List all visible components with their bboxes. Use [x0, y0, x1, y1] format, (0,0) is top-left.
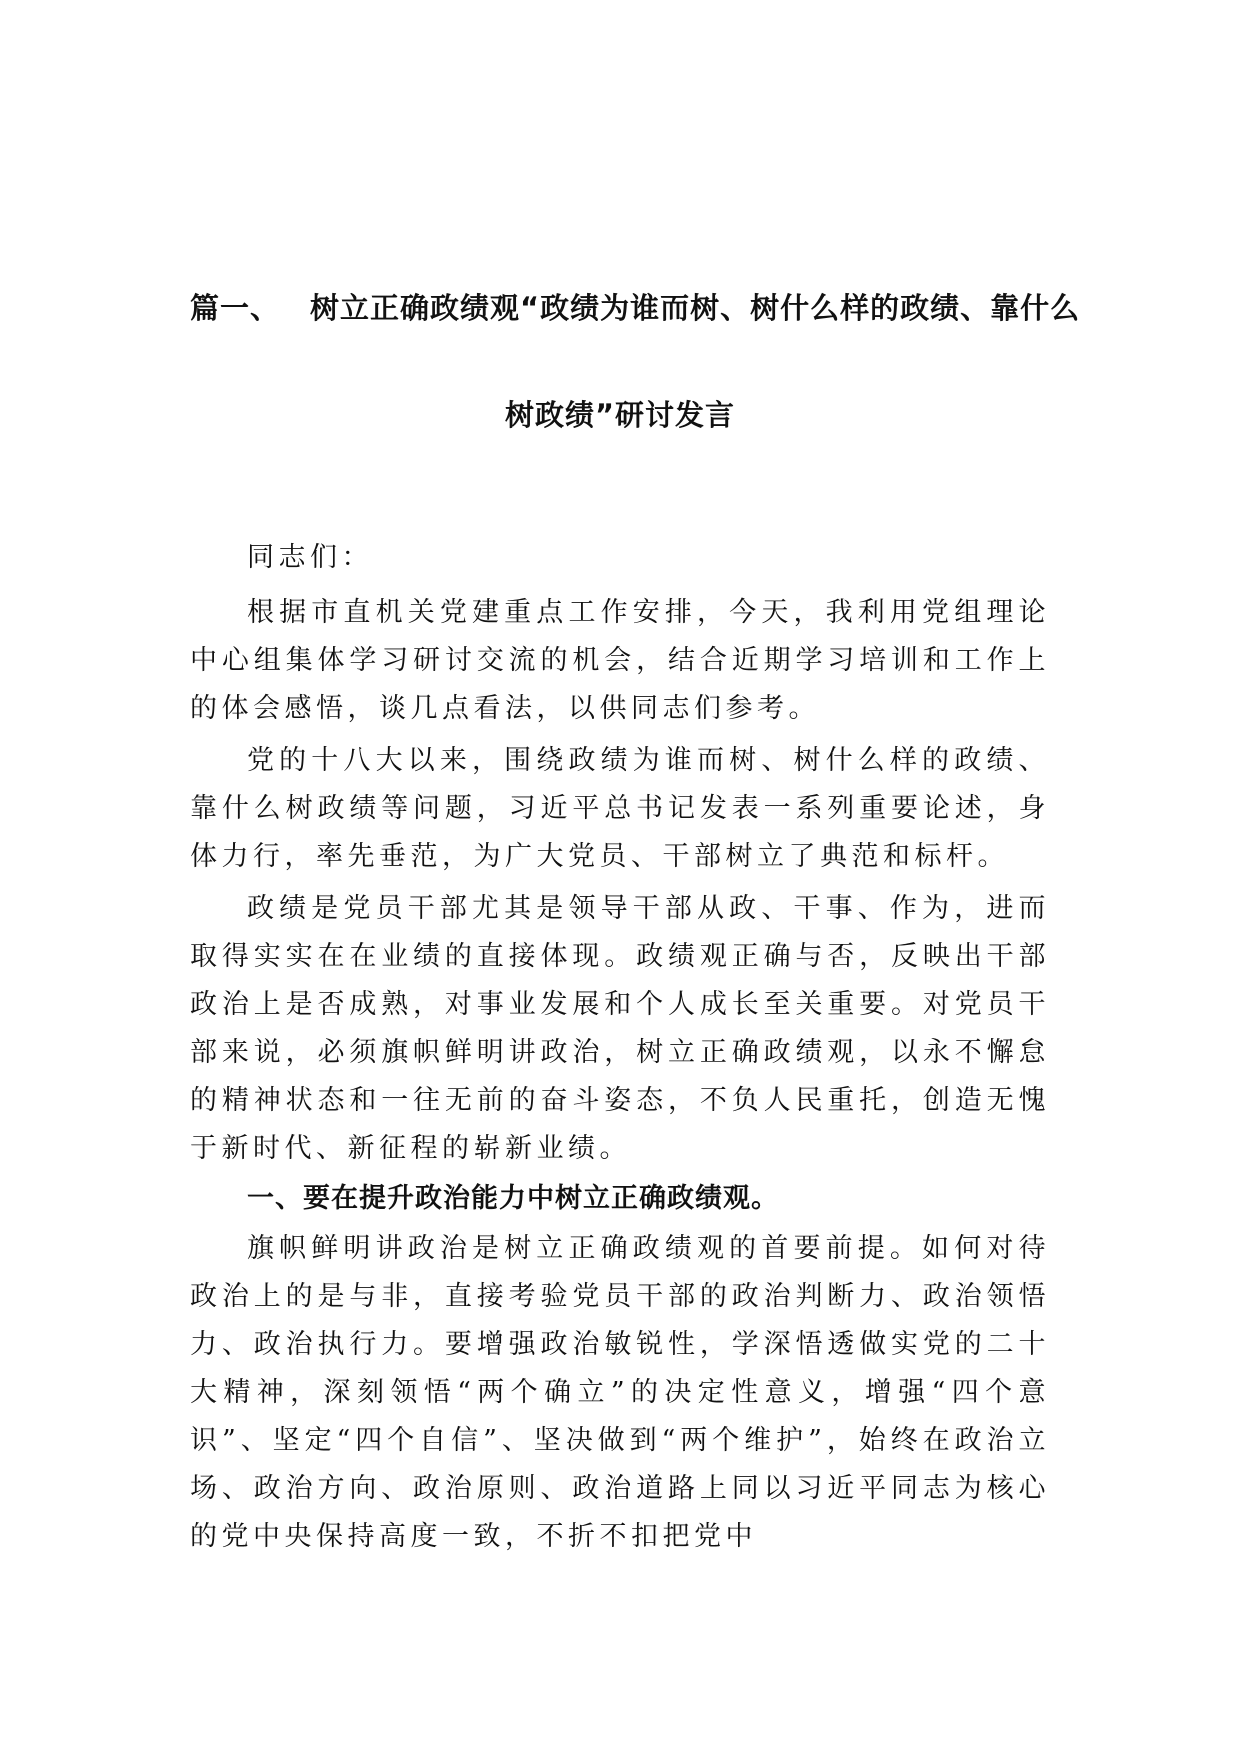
body-paragraph-2: 党的十八大以来，围绕政绩为谁而树、树什么样的政绩、靠什么树政绩等问题，习近平总书记发表一系列重要论述，身体力行，率先垂范，为广大党员、干部树立了典范和标杆。: [190, 745, 1050, 872]
title-main: 树立正确政绩观“政绩为谁而树、树什么样的政绩、靠什么: [310, 291, 1081, 325]
document-title-line-2: 树政绩”研讨发言: [504, 398, 736, 432]
body-paragraph-1: 根据市直机关党建重点工作安排，今天，我利用党组理论中心组集体学习研讨交流的机会，结合近期学习培训和工作上的体会感悟，谈几点看法，以供同志们参考。: [190, 597, 1050, 724]
title-prefix: 篇一、: [190, 291, 281, 325]
document-body: [190, 534, 1050, 1561]
section-heading-1: 一、要在提升政治能力中树立正确政绩观。: [247, 1183, 779, 1214]
salutation: 同志们：: [247, 542, 373, 573]
body-paragraph-3: 政绩是党员干部尤其是领导干部从政、干事、作为，进而取得实实在在业绩的直接体现。政绩观正确与否，反映出干部政治上是否成熟，对事业发展和个人成长至关重要。对党员干部来说，必须旗帜鲜明讲政治，树立正确政绩观，以永不懈怠的精神状态和一往无前的奋斗姿态，不负人民重托，创造无愧于新时代、新征程的崭新业绩。: [190, 893, 1050, 1164]
document-title-line-1: [190, 286, 1081, 327]
section-1-paragraph: 旗帜鲜明讲政治是树立正确政绩观的首要前提。如何对待政治上的是与非，直接考验党员干部的政治判断力、政治领悟力、政治执行力。要增强政治敏锐性，学深悟透做实党的二十大精神，深刻领悟“两个确立”的决定性意义，增强“四个意识”、坚定“四个自信”、坚决做到“两个维护”，始终在政治立场、政治方向、政治原则、政治道路上同以习近平同志为核心的党中央保持高度一致，不折不扣把党中: [190, 1233, 1050, 1552]
